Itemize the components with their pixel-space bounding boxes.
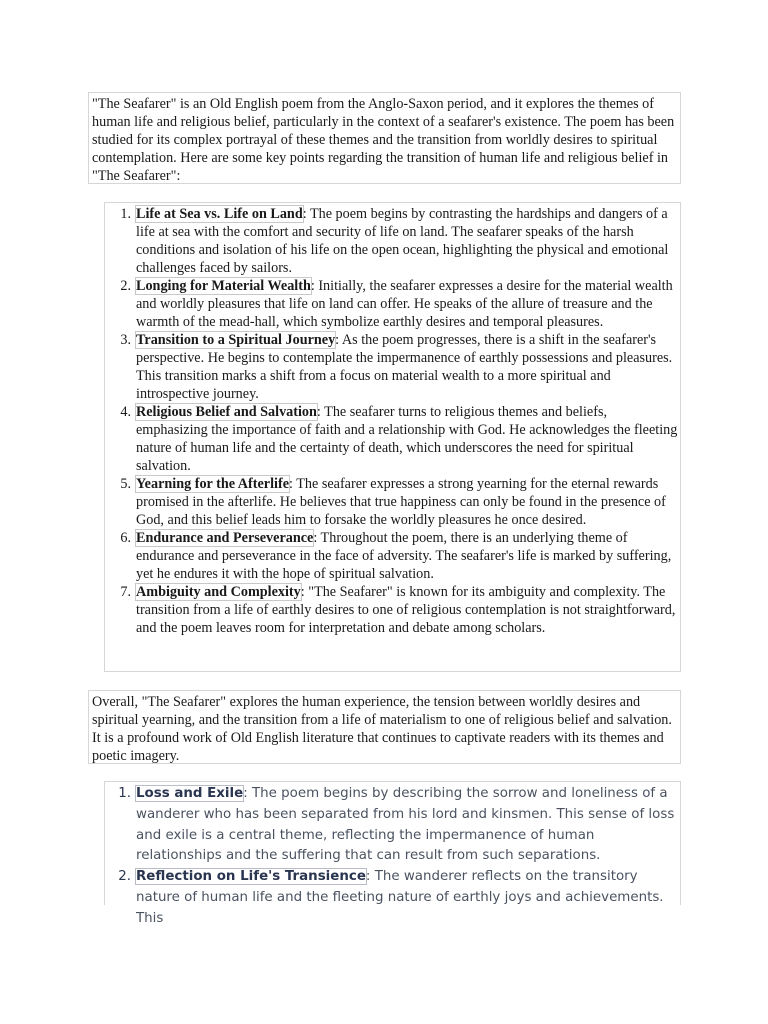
list-item-term: Endurance and Perseverance [136, 530, 314, 546]
list-item-number: 2. [120, 278, 131, 294]
list-item-number: 2. [118, 869, 131, 885]
seafarer-points-list [104, 202, 681, 672]
list-item-text: : As the poem progresses, there is a shift in the seafarer's perspective. He begins to contemplate the impermanence of earthly possessions and pleasures. This transition marks a shift from a focus on material wealth to a more spiritual and introspective journey. [136, 332, 673, 402]
list-item-text: : "The Seafarer" is known for its ambiguity and complexity. The transition from a life of earthly desires to one of religious contemplation is not straightforward, and the poem leaves room for interpretation and debate among scholars. [136, 584, 676, 636]
list-item-number: 1. [118, 786, 131, 801]
list-item [105, 784, 680, 867]
list-item-term: Loss and Exile [136, 786, 244, 801]
list-item [105, 205, 680, 277]
list-item-number: 7. [120, 584, 131, 600]
list-item-number: 4. [120, 404, 131, 420]
list-item-number: 6. [120, 530, 131, 546]
list-item-term: Religious Belief and Salvation [136, 404, 317, 420]
summary-paragraph: Overall, "The Seafarer" explores the human experience, the tension between worldly desires and spiritual yearning, and the transition from a life of materialism to one of religious belief and salvation. It is a profound work of Old English literature that continues to captivate readers with its themes and poetic imagery. [88, 690, 681, 764]
list-item-term: Yearning for the Afterlife [136, 476, 289, 492]
list-item-text: : Initially, the seafarer expresses a desire for the material wealth and worldly pleasures that life on land can offer. He speaks of the allure of treasure and the warmth of the mead-hall, which symbolize earthly desires and temporal pleasures. [136, 278, 673, 330]
list-item-number: 5. [120, 476, 131, 492]
list-item [105, 475, 680, 529]
list-item-text: : The poem begins by contrasting the hardships and dangers of a life at sea with the comfort and security of life on land. The seafarer speaks of the harsh conditions and isolation of his life on the open ocean, highlighting the physical and emotional challenges faced by sailors. [136, 206, 669, 276]
list-item-term: Ambiguity and Complexity [136, 584, 301, 600]
list-item-term: Reflection on Life's Transience [136, 869, 366, 885]
list-item [105, 277, 680, 331]
list-item [105, 331, 680, 403]
list-item [105, 583, 680, 637]
list-item-number: 1. [120, 206, 131, 222]
intro-paragraph: "The Seafarer" is an Old English poem from the Anglo-Saxon period, and it explores the themes of human life and religious belief, particularly in the context of a seafarer's existence. The poem has been studied for its complex portrayal of these themes and the transition from worldly desires to spiritual contemplation. Here are some key points regarding the transition of human life and religious belief in "The Seafarer": [88, 92, 681, 184]
list-item-text: : The seafarer expresses a strong yearning for the eternal rewards promised in the afterlife. He believes that true happiness can only be found in the presence of God, and this belief leads him to forsake the worldly pleasures he once desired. [136, 476, 666, 528]
list-item-term: Life at Sea vs. Life on Land [136, 206, 303, 222]
list-item-number: 3. [120, 332, 131, 348]
list-item-text: : The seafarer turns to religious themes and beliefs, emphasizing the importance of faith and a relationship with God. He acknowledges the fleeting nature of human life and the certainty of death, which underscores the need for spiritual salvation. [136, 404, 678, 474]
list-item-text: : Throughout the poem, there is an underlying theme of endurance and perseverance in the face of adversity. The seafarer's life is marked by suffering, yet he endures it with the hope of spiritual salvation. [136, 530, 672, 582]
list-item-term: Longing for Material Wealth [136, 278, 311, 294]
list-item-text: : The poem begins by describing the sorrow and loneliness of a wanderer who has been separated from his lord and kinsmen. This sense of loss and exile is a central theme, reflecting the impermanence of human relationships and the suffering that can result from such separations. [136, 786, 675, 864]
list-item [105, 867, 680, 929]
wanderer-points-list [104, 781, 681, 926]
list-item [105, 403, 680, 475]
list-item [105, 529, 680, 583]
list-item-text: : The wanderer reflects on the transitory nature of human life and the fleeting nature of earthly joys and achievements. This [136, 869, 664, 926]
list-item-term: Transition to a Spiritual Journey [136, 332, 336, 348]
